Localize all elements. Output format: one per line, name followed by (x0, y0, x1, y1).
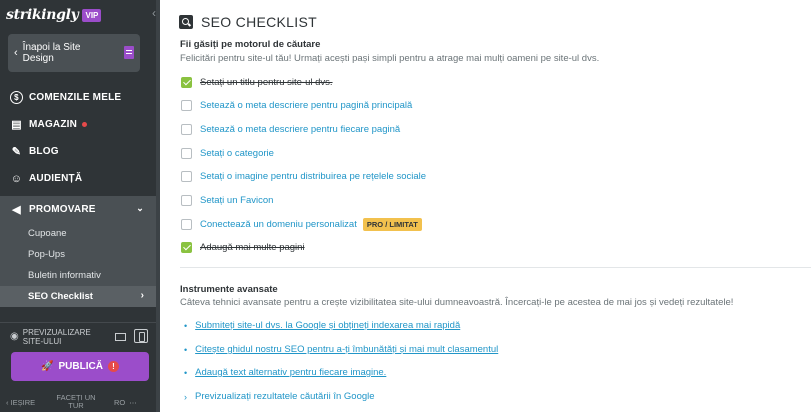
checkbox[interactable] (181, 148, 192, 159)
checkbox[interactable] (181, 195, 192, 206)
preview-site-row[interactable] (0, 322, 156, 350)
dollar-icon: $ (10, 91, 23, 104)
sidebar-item-orders[interactable] (0, 84, 156, 111)
advanced-item[interactable] (184, 367, 386, 378)
section-title-search: Fii găsiți pe motorul de căutare (180, 39, 321, 50)
preview-site-label: PREVIZUALIZARE SITE-ULUI (22, 327, 91, 346)
pro-limited-badge: PRO / LIMITAT (363, 218, 422, 231)
users-icon: ☺ (10, 172, 23, 185)
submenu-item-coupons[interactable]: Cupoane (28, 228, 67, 239)
store-icon: ▤ (11, 119, 22, 131)
submenu-item-newsletter[interactable]: Buletin informativ (28, 270, 101, 281)
advanced-link[interactable]: Citește ghidul nostru SEO pentru a-ți îmbunătăți și mai mult clasamentul (195, 344, 499, 355)
checklist-item-link[interactable]: Setați un Favicon (200, 194, 274, 206)
sidebar (0, 0, 160, 412)
vip-badge: VIP (82, 9, 101, 22)
section-title-advanced: Instrumente avansate (180, 284, 278, 295)
section-divider (180, 267, 811, 268)
chevron-down-icon: ⌄ (136, 203, 144, 213)
exit-button[interactable]: ‹ IEȘIRE (6, 397, 36, 407)
submenu-item-popups[interactable]: Pop-Ups (28, 249, 65, 260)
checkbox-checked[interactable] (181, 242, 192, 253)
exit-label: IEȘIRE (10, 397, 36, 407)
checklist-item[interactable] (181, 240, 305, 254)
bullet-icon: • (184, 344, 188, 355)
warning-icon: ! (108, 361, 119, 372)
sidebar-item-blog[interactable] (0, 138, 156, 165)
page-icon (124, 46, 134, 59)
logo[interactable]: strikingly (6, 7, 79, 23)
checklist-item[interactable] (181, 193, 273, 207)
bullet-icon: • (184, 367, 188, 378)
advanced-link[interactable]: Previzualizați rezultatele căutării în Google (195, 391, 375, 402)
chevron-right-icon: › (140, 290, 144, 301)
language-button[interactable]: RO (114, 397, 126, 407)
megaphone-icon: ◀ (12, 204, 21, 216)
checkbox[interactable] (181, 219, 192, 230)
pen-icon: ✎ (11, 146, 22, 158)
tour-button[interactable]: FACEȚI UN TUR (56, 393, 96, 410)
checkbox[interactable] (181, 171, 192, 182)
notification-dot (82, 122, 87, 127)
checklist-item-label: Setați un titlu pentru site-ul dvs. (200, 76, 333, 88)
checkbox[interactable] (181, 124, 192, 135)
rocket-icon: 🚀 (41, 361, 54, 372)
sidebar-item-label: COMENZILE MELE (29, 92, 122, 103)
checklist-item[interactable] (181, 217, 422, 231)
advanced-link[interactable]: Adaugă text alternativ pentru fiecare imagine. (195, 367, 387, 378)
page-title: SEO CHECKLIST (201, 14, 317, 30)
sidebar-item-store[interactable] (0, 111, 156, 138)
publish-label: PUBLICĂ (58, 361, 103, 372)
publish-button[interactable] (11, 352, 149, 381)
back-button-label: Înapoi la Site Design (22, 42, 81, 64)
advanced-link[interactable]: Submiteți site-ul dvs. la Google și obțineți indexarea mai rapidă (195, 320, 461, 331)
section-desc-advanced: Câteva tehnici avansate pentru a crește vizibilitatea site-ului dumneavoastră. Încercați-le pe acestea de mai jos și vedeți rezultatele! (180, 297, 734, 308)
checklist-item[interactable] (181, 169, 426, 183)
sidebar-item-audience[interactable] (0, 165, 156, 192)
sidebar-footer (0, 392, 156, 412)
sidebar-nav (0, 84, 156, 307)
mobile-preview-icon[interactable] (134, 329, 148, 343)
advanced-item[interactable] (184, 391, 375, 402)
checklist-item-link[interactable]: Setați o categorie (200, 147, 274, 159)
checklist-item[interactable] (181, 75, 333, 89)
checklist-item[interactable] (181, 122, 400, 136)
back-to-site-design-button[interactable] (8, 34, 140, 72)
sidebar-item-promotion[interactable] (0, 196, 156, 223)
checklist-item-link[interactable]: Setați o imagine pentru distribuirea pe rețelele sociale (200, 170, 427, 182)
sidebar-item-label: AUDIENȚĂ (29, 173, 83, 184)
sidebar-item-label: MAGAZIN (29, 119, 78, 130)
advanced-item[interactable] (184, 320, 460, 331)
collapse-sidebar-icon[interactable]: ‹ (152, 6, 156, 20)
submenu-item-label: SEO Checklist (28, 291, 93, 302)
checklist-item-label: Adaugă mai multe pagini (200, 241, 305, 253)
checklist-item[interactable] (181, 98, 412, 112)
section-desc-search: Felicitări pentru site-ul tău! Urmați acești pași simpli pentru a atrage mai mulți oameni pe site-ul dvs. (180, 53, 600, 64)
chevron-right-icon: › (184, 391, 187, 402)
bullet-icon: • (184, 320, 188, 331)
checklist-item-link[interactable]: Setează o meta descriere pentru pagină principală (200, 99, 413, 111)
checkbox[interactable] (181, 100, 192, 111)
desktop-preview-icon[interactable] (112, 329, 126, 343)
checkbox-checked[interactable] (181, 77, 192, 88)
sidebar-item-label: PROMOVARE (29, 204, 96, 215)
submenu-item-seo-checklist[interactable] (0, 286, 156, 307)
more-icon[interactable]: ⋯ (129, 397, 137, 407)
seo-search-icon (179, 15, 193, 29)
advanced-item[interactable] (184, 344, 498, 355)
checklist-item-link[interactable]: Setează o meta descriere pentru fiecare pagină (200, 123, 401, 135)
logo-row (0, 0, 160, 30)
checklist-item[interactable] (181, 146, 274, 160)
promotion-submenu (0, 223, 156, 307)
chevron-left-icon: ‹ (14, 47, 18, 59)
title-row (179, 14, 317, 30)
sidebar-item-label: BLOG (29, 146, 59, 157)
checklist-item-link[interactable]: Conectează un domeniu personalizat (200, 218, 357, 230)
seo-checklist-panel (160, 0, 811, 412)
eye-icon: ◉ (10, 331, 19, 342)
